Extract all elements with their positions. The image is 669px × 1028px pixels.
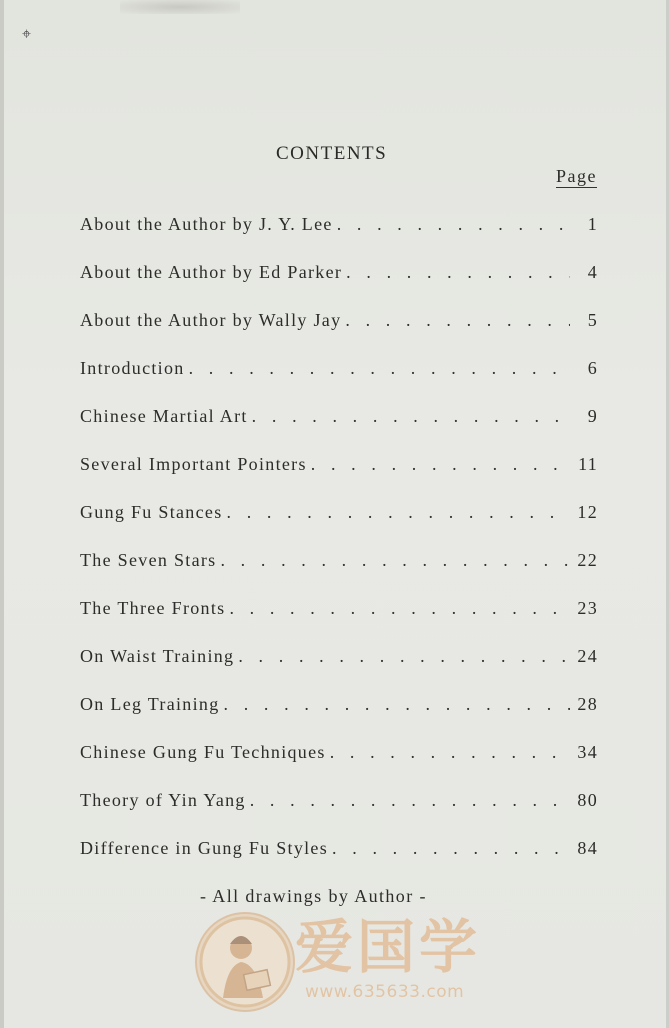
toc-entry-title: Chinese Gung Fu Techniques: [80, 742, 326, 762]
toc-entry[interactable]: [80, 550, 598, 576]
toc-entry[interactable]: [80, 358, 598, 384]
toc-entry-page: 6: [587, 358, 598, 378]
dot-leader: [223, 502, 571, 523]
toc-entry-title: About the Author by Ed Parker: [80, 262, 343, 282]
watermark-url: www.635633.com: [305, 982, 465, 1002]
dot-leader: [216, 550, 570, 571]
toc-entry-page: 84: [577, 838, 598, 858]
toc-entry-page: 4: [587, 262, 598, 282]
site-watermark: [195, 912, 485, 1012]
drawings-credit: - All drawings by Author -: [200, 886, 427, 906]
toc-entry-page: 24: [577, 646, 598, 666]
watermark-text: 爱国学: [295, 913, 482, 981]
toc-entry[interactable]: [80, 790, 598, 816]
toc-entry-title: Difference in Gung Fu Styles: [80, 838, 329, 858]
toc-entry-title: About the Author by J. Y. Lee: [80, 214, 333, 234]
dot-leader: [234, 646, 570, 667]
toc-entry-page: 1: [587, 214, 598, 234]
dot-leader: [307, 454, 570, 475]
toc-entry-title: Introduction: [80, 358, 185, 378]
toc-entry[interactable]: [80, 742, 598, 768]
toc-entry-page: 12: [577, 502, 598, 522]
toc-entry-page: 80: [577, 790, 598, 810]
toc-entry-title: Several Important Pointers: [80, 454, 307, 474]
toc-entry-title: About the Author by Wally Jay: [80, 310, 342, 330]
dot-leader: [342, 262, 570, 283]
toc-entry[interactable]: [80, 406, 598, 432]
contents-title: CONTENTS: [276, 143, 388, 164]
toc-entry[interactable]: [80, 694, 598, 720]
dot-leader: [185, 358, 570, 379]
dot-leader: [341, 310, 570, 331]
toc-entry-page: 22: [577, 550, 598, 570]
toc-entry-page: 34: [577, 742, 598, 762]
toc-entry-page: 28: [577, 694, 598, 714]
dot-leader: [246, 790, 570, 811]
dot-leader: [248, 406, 570, 427]
scholar-logo-icon: [195, 912, 295, 1012]
toc-entry[interactable]: [80, 214, 598, 240]
dot-leader: [333, 214, 570, 235]
toc-entry[interactable]: [80, 454, 598, 480]
toc-entry-title: Gung Fu Stances: [80, 502, 223, 522]
toc-entry-title: The Seven Stars: [80, 550, 217, 570]
toc-entry-page: 5: [587, 310, 598, 330]
dot-leader: [225, 598, 570, 619]
toc-entry-page: 23: [577, 598, 598, 618]
toc-entry-title: On Leg Training: [80, 694, 220, 714]
toc-entry-title: Chinese Martial Art: [80, 406, 248, 426]
page-column-label: Page: [556, 166, 597, 186]
crosshair-cursor-icon: ⌖: [22, 24, 32, 43]
toc-entry-title: Theory of Yin Yang: [80, 790, 246, 810]
toc-entry[interactable]: [80, 262, 598, 288]
dot-leader: [220, 694, 570, 715]
dot-leader: [328, 838, 570, 859]
toc-entry[interactable]: [80, 598, 598, 624]
toc-entry-page: 11: [578, 454, 598, 474]
toc-entry[interactable]: [80, 838, 598, 864]
toc-entry[interactable]: [80, 502, 598, 528]
toc-entry-page: 9: [587, 406, 598, 426]
toc-entry[interactable]: [80, 646, 598, 672]
toc-entry[interactable]: [80, 310, 598, 336]
dot-leader: [326, 742, 570, 763]
toc-entry-title: The Three Fronts: [80, 598, 226, 618]
toc-entry-title: On Waist Training: [80, 646, 235, 666]
